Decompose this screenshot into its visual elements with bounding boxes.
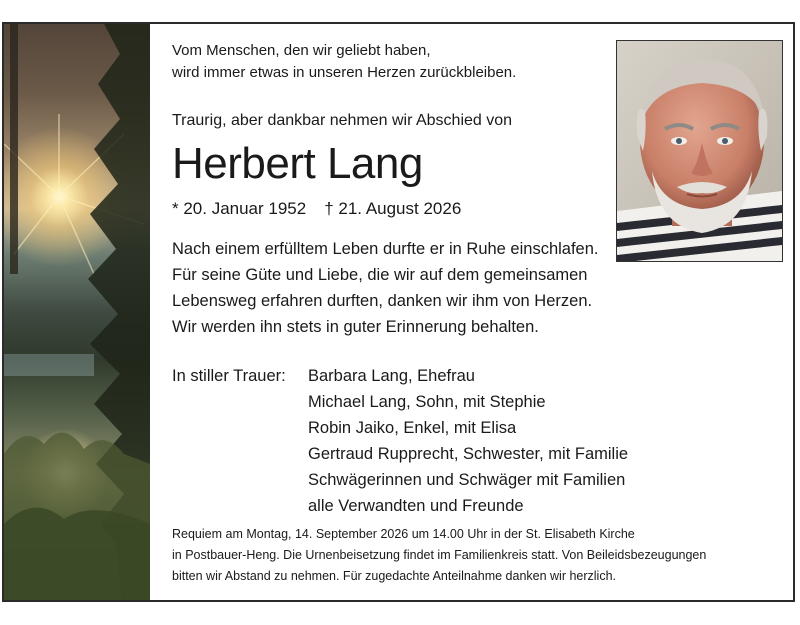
- notice-line: in Postbauer-Heng. Die Urnenbeisetzung findet im Familienkreis statt. Von Beileidsbezeugungen: [172, 548, 707, 562]
- intro-text: Traurig, aber dankbar nehmen wir Abschied von: [172, 112, 513, 129]
- deceased-name: Herbert Lang: [172, 139, 423, 188]
- portrait-photo: [616, 40, 783, 262]
- mourner-entry: Robin Jaiko, Enkel, mit Elisa: [308, 419, 517, 437]
- death-date: † 21. August 2026: [324, 199, 462, 218]
- motto-line: wird immer etwas in unseren Herzen zurückbleiben.: [172, 64, 517, 81]
- tribute-line: Nach einem erfülltem Leben durfte er in Ruhe einschlafen.: [172, 240, 599, 258]
- notice-line: Requiem am Montag, 14. September 2026 um 14.00 Uhr in der St. Elisabeth Kirche: [172, 527, 635, 541]
- mourner-entry: Michael Lang, Sohn, mit Stephie: [308, 393, 546, 411]
- tribute-line: Wir werden ihn stets in guter Erinnerung behalten.: [172, 318, 539, 336]
- motto-line: Vom Menschen, den wir geliebt haben,: [172, 42, 431, 59]
- mourner-entry: Gertraud Rupprecht, Schwester, mit Familie: [308, 445, 629, 463]
- portrait-drawing: [617, 41, 782, 261]
- mourner-entry: Barbara Lang, Ehefrau: [308, 367, 475, 385]
- service-notice: [172, 524, 706, 587]
- motto: [172, 40, 516, 84]
- tribute-line: Lebensweg erfahren durften, danken wir ihm von Herzen.: [172, 292, 593, 310]
- life-dates: [172, 197, 461, 221]
- birth-date: * 20. Januar 1952: [172, 199, 307, 218]
- forest-sunlight-image: [4, 24, 150, 600]
- mourners-label: In stiller Trauer:: [172, 367, 286, 385]
- mourner-entry: alle Verwandten und Freunde: [308, 497, 524, 515]
- obituary-card: [2, 22, 795, 602]
- notice-line: bitten wir Abstand zu nehmen. Für zugedachte Anteilnahme danken wir herzlich.: [172, 569, 617, 583]
- tribute-text: [172, 236, 599, 340]
- mourner-entry: Schwägerinnen und Schwäger mit Familien: [308, 471, 626, 489]
- tribute-line: Für seine Güte und Liebe, die wir auf dem gemeinsamen: [172, 266, 588, 284]
- tree-silhouettes: [4, 24, 150, 602]
- mourners-list: [308, 363, 628, 519]
